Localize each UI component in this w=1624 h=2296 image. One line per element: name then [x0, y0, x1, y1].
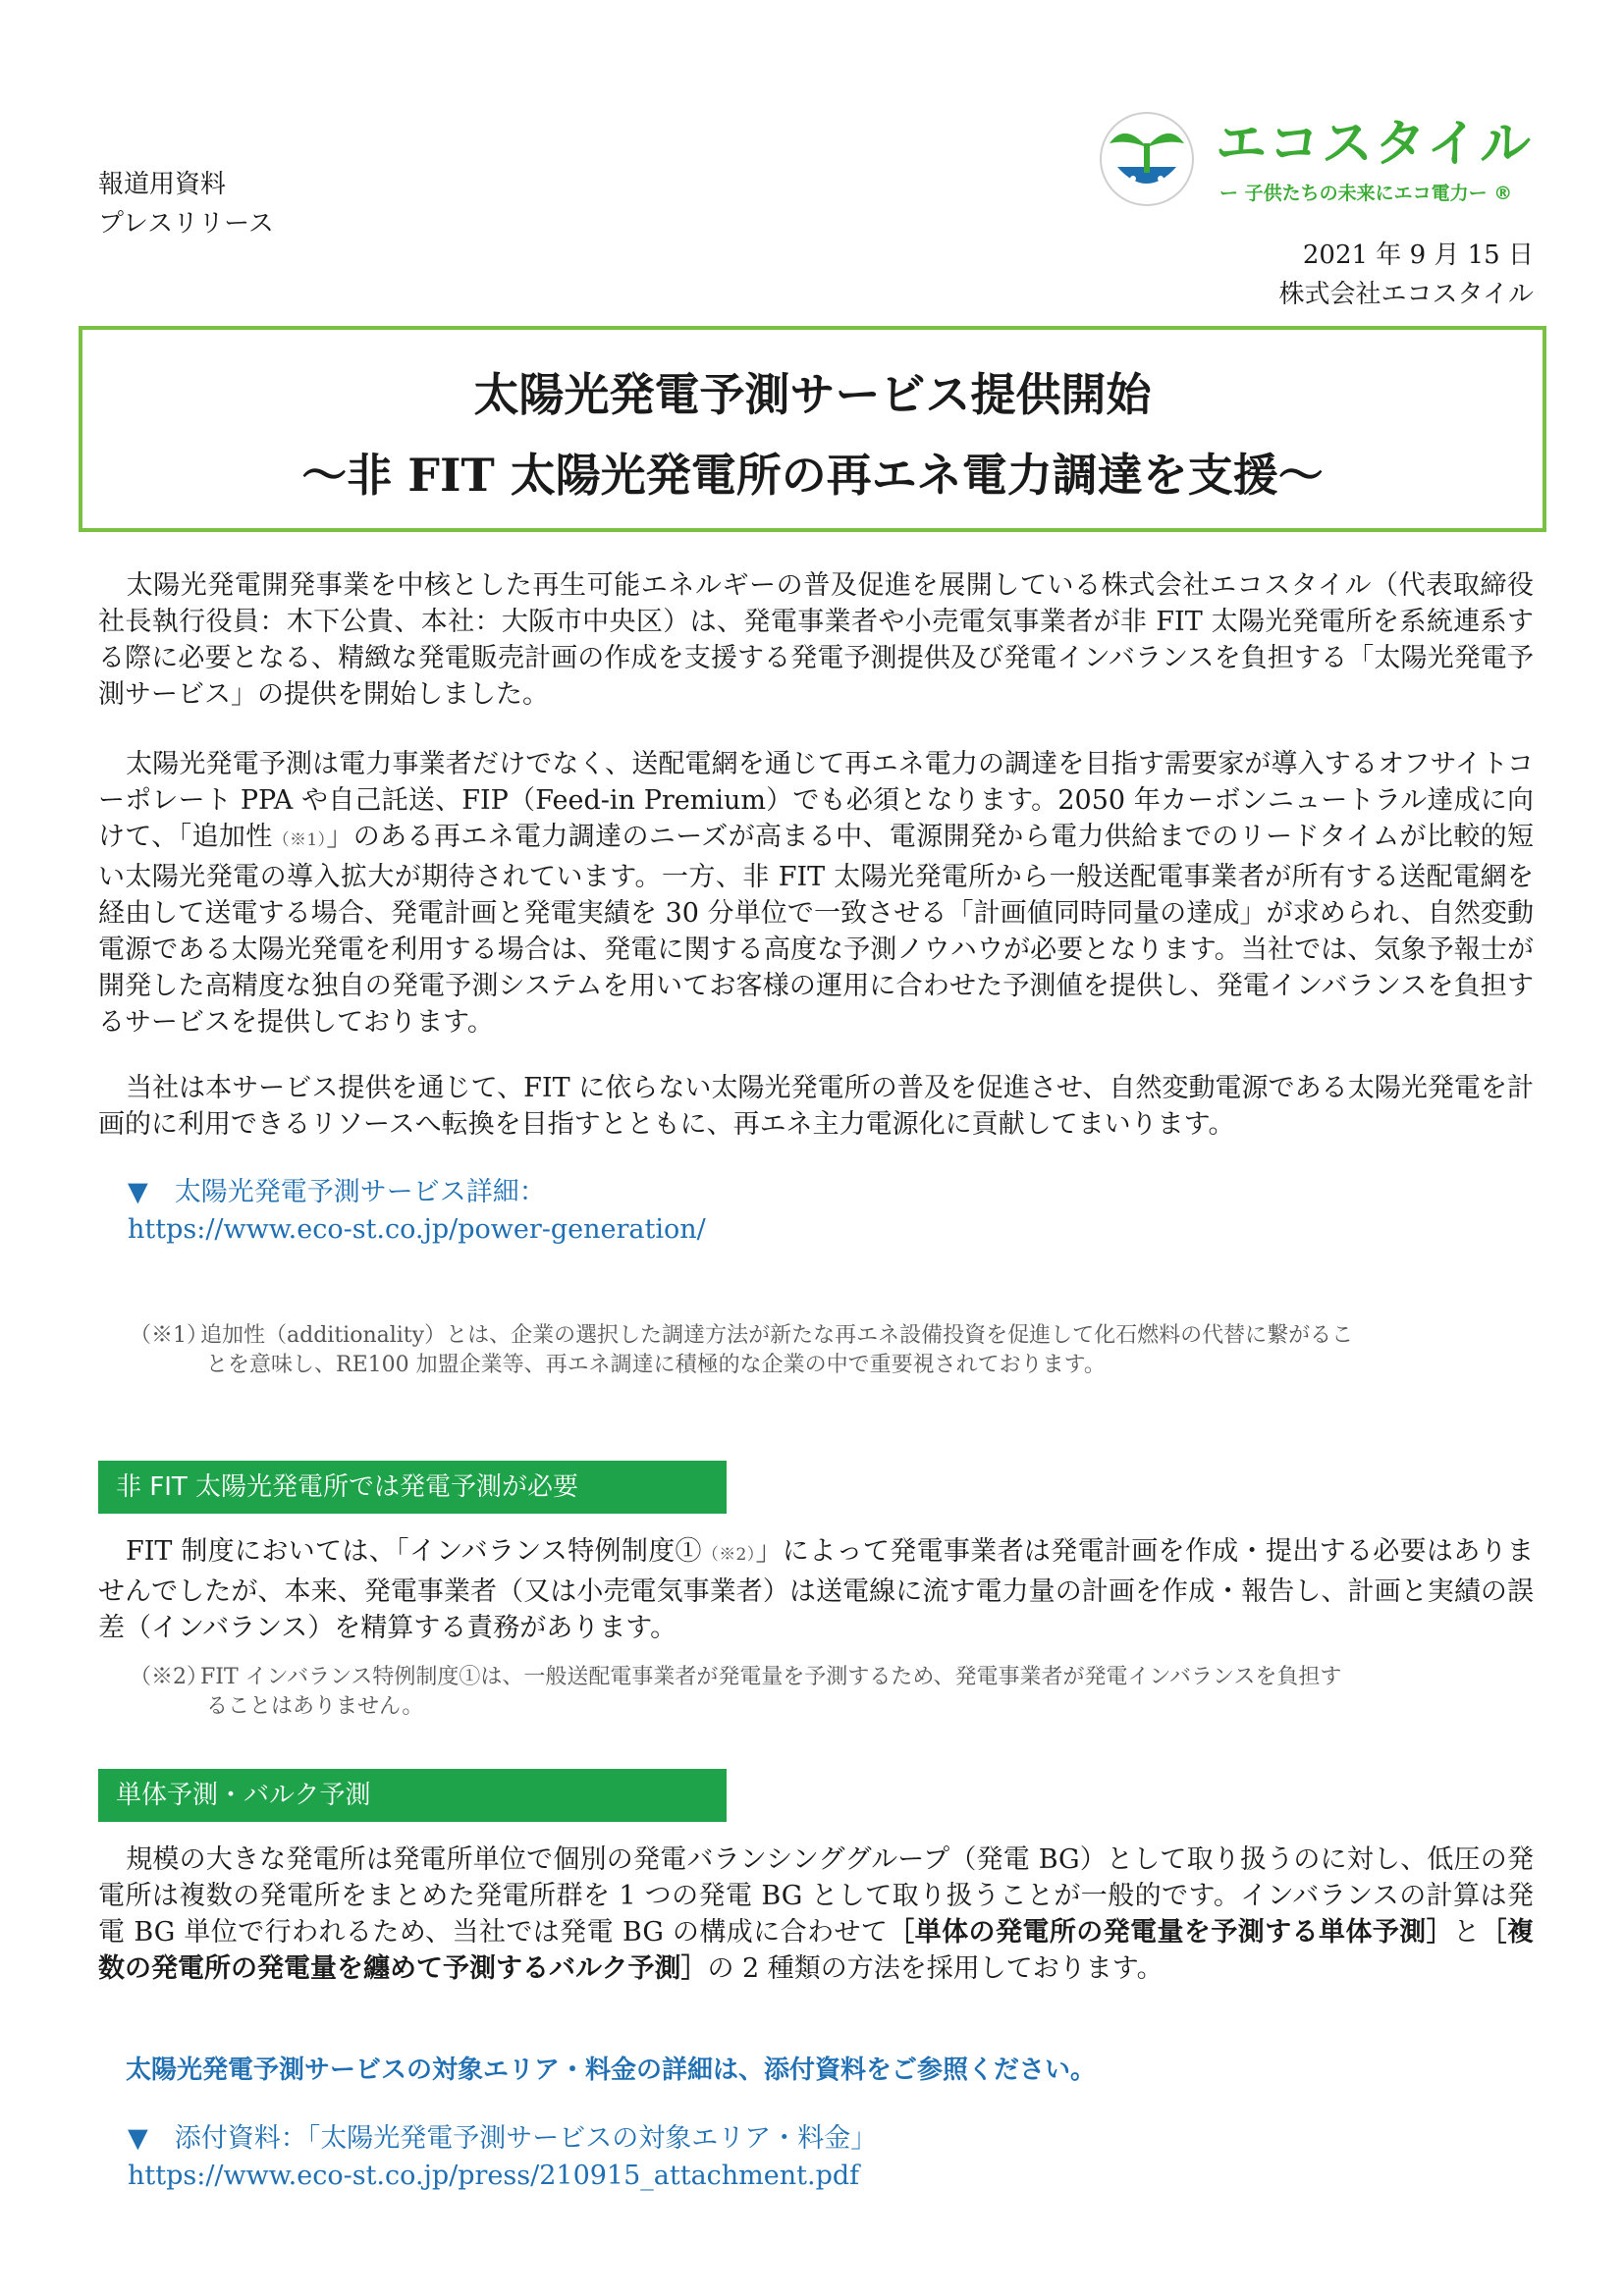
body-text-2b: 」のある再エネ電力調達のニーズが高まる中、電源開発から電力供給までのリードタイムが比較的短い太陽光発電の導入拡大が期待されています。一方、非 FIT 太陽光発電所から一般送配電事業者が所有する送配電網を経由して送電する場合、発電計画と発電実績を 30 分単位で一致させる「計画値同時同量の達成」が求められ、自然変動電源である太陽光発電を利用する場合は、発電に関する高度な予測ノウハウが必要となります。当社では、気象予報士が開発した高精度な独自の発電予測システムを用いてお客様の運用に合わせた予測値を提供し、発電インバランスを負担するサービスを提供しております。	[98, 822, 1535, 1038]
attachment-link-url[interactable]: https://www.eco-st.co.jp/press/210915_attachment.pdf	[128, 2161, 860, 2191]
section-2-text-c: の 2 種類の方法を採用しております。	[707, 1953, 1164, 1984]
section-heading-forecast-types: 単体予測・バルク予測	[98, 1769, 727, 1822]
footnote-1-mark: （※1）	[130, 1323, 208, 1348]
document-type	[98, 165, 274, 243]
sprout-logo-icon	[1098, 110, 1196, 208]
section-2-paragraph	[98, 1842, 1534, 1987]
section-1-text-a: FIT 制度においては、「インバランス特例制度①	[126, 1536, 702, 1567]
intro-paragraph	[98, 567, 1534, 713]
footnote-2-mark: （※2）	[130, 1665, 208, 1689]
section-2-text-b: と	[1453, 1917, 1481, 1948]
section-1-text-b: 」によって発電事業者は発電計画を作成・提出する必要はありませんでしたが、本来、発電事業者（又は小売電気事業者）は送電線に流す電力量の計画を作成・報告し、計画と実績の誤差（インバランス）を精算する責務があります。	[98, 1536, 1534, 1643]
body-text-2a: 太陽光発電予測は電力事業者だけでなく、送配電網を通じて再エネ電力の調達を目指す需要家が導入するオフサイトコーポレート PPA や自己託送、FIP（Feed-in Premium）でも必須となります。2050 年カーボンニュートラル達成に向けて、「追加性	[98, 749, 1534, 852]
section-1-paragraph	[98, 1533, 1534, 1646]
logo-name: エコスタイル	[1216, 115, 1533, 174]
body-paragraph-2	[98, 746, 1534, 1041]
detail-link-block	[128, 1174, 706, 1249]
footnote-ref-2: （※2）	[701, 1545, 756, 1565]
body-text-3: 当社は本サービス提供を通じて、FIT に依らない太陽光発電所の普及を促進させ、自然変動電源である太陽光発電を計画的に利用できるリソースへ転換を目指すとともに、再エネ主力電源化に貢献してまいります。	[98, 1073, 1534, 1140]
attachment-notice: 太陽光発電予測サービスの対象エリア・料金の詳細は、添付資料をご参照ください。	[126, 2056, 1097, 2085]
footnote-1-line2: とを意味し、RE100 加盟企業等、再エネ調達に積極的な企業の中で重要視されております。	[206, 1353, 1106, 1377]
body-paragraph-3	[98, 1070, 1534, 1143]
footnote-1-line1: 追加性（additionality）とは、企業の選択した調達方法が新たな再エネ設備投資を促進して化石燃料の代替に繋がるこ	[200, 1323, 1354, 1348]
detail-link-url[interactable]: https://www.eco-st.co.jp/power-generation/	[128, 1214, 706, 1245]
bulk-forecast-term: ［複数の発電所の発電量を纏めて予測するバルク予測］	[98, 1917, 1534, 1984]
company-name: 株式会社エコスタイル	[1278, 280, 1534, 309]
date-block	[1279, 236, 1534, 314]
attachment-link-block	[128, 2120, 877, 2195]
logo-tagline: ー 子供たちの未来にエコ電力ー ®	[1219, 183, 1513, 204]
footnote-2-line2: ることはありません。	[206, 1694, 424, 1719]
release-date: 2021 年 9 月 15 日	[1302, 240, 1534, 270]
footnote-1	[130, 1321, 1524, 1380]
company-logo	[1098, 110, 1549, 218]
intro-text: 太陽光発電開発事業を中核とした再生可能エネルギーの普及促進を展開している株式会社エコスタイル（代表取締役 社長執行役員：木下公貴、本社：大阪市中央区）は、発電事業者や小売電気事業者が非 FIT 太陽光発電所を系統連系する際に必要となる、精緻な発電販売計画の作成を支援する発電予測提供及び発電インバランスを負担する「太陽光発電予測サービス」の提供を開始しました。	[98, 570, 1534, 710]
title-box	[79, 326, 1546, 532]
section-2-text-a: 規模の大きな発電所は発電所単位で個別の発電バランシンググループ（発電 BG）として取り扱うのに対し、低圧の発電所は複数の発電所をまとめた発電所群を 1 つの発電 BG として取り扱うことが一般的です。インバランスの計算は発電 BG 単位で行われるため、当社では発電 BG の構成に合わせて	[98, 1844, 1534, 1948]
single-forecast-term: ［単体の発電所の発電量を予測する単体予測］	[888, 1917, 1454, 1948]
footnote-2-line1: FIT インバランス特例制度①は、一般送配電事業者が発電量を予測するため、発電事業者が発電インバランスを負担す	[200, 1665, 1342, 1689]
header-label-1: 報道用資料	[98, 170, 227, 199]
footnote-ref-1: （※1）	[272, 830, 327, 850]
detail-link-label: ▼ 太陽光発電予測サービス詳細：	[128, 1177, 546, 1207]
footnote-2	[130, 1663, 1534, 1722]
header-label-2: プレスリリース	[98, 209, 274, 239]
page-subtitle: ～非 FIT 太陽光発電所の再エネ電力調達を支援～	[301, 449, 1324, 502]
page-title: 太陽光発電予測サービス提供開始	[473, 368, 1152, 421]
section-heading-forecast-required: 非 FIT 太陽光発電所では発電予測が必要	[98, 1461, 727, 1514]
attachment-link-label: ▼ 添付資料：「太陽光発電予測サービスの対象エリア・料金」	[128, 2123, 878, 2154]
